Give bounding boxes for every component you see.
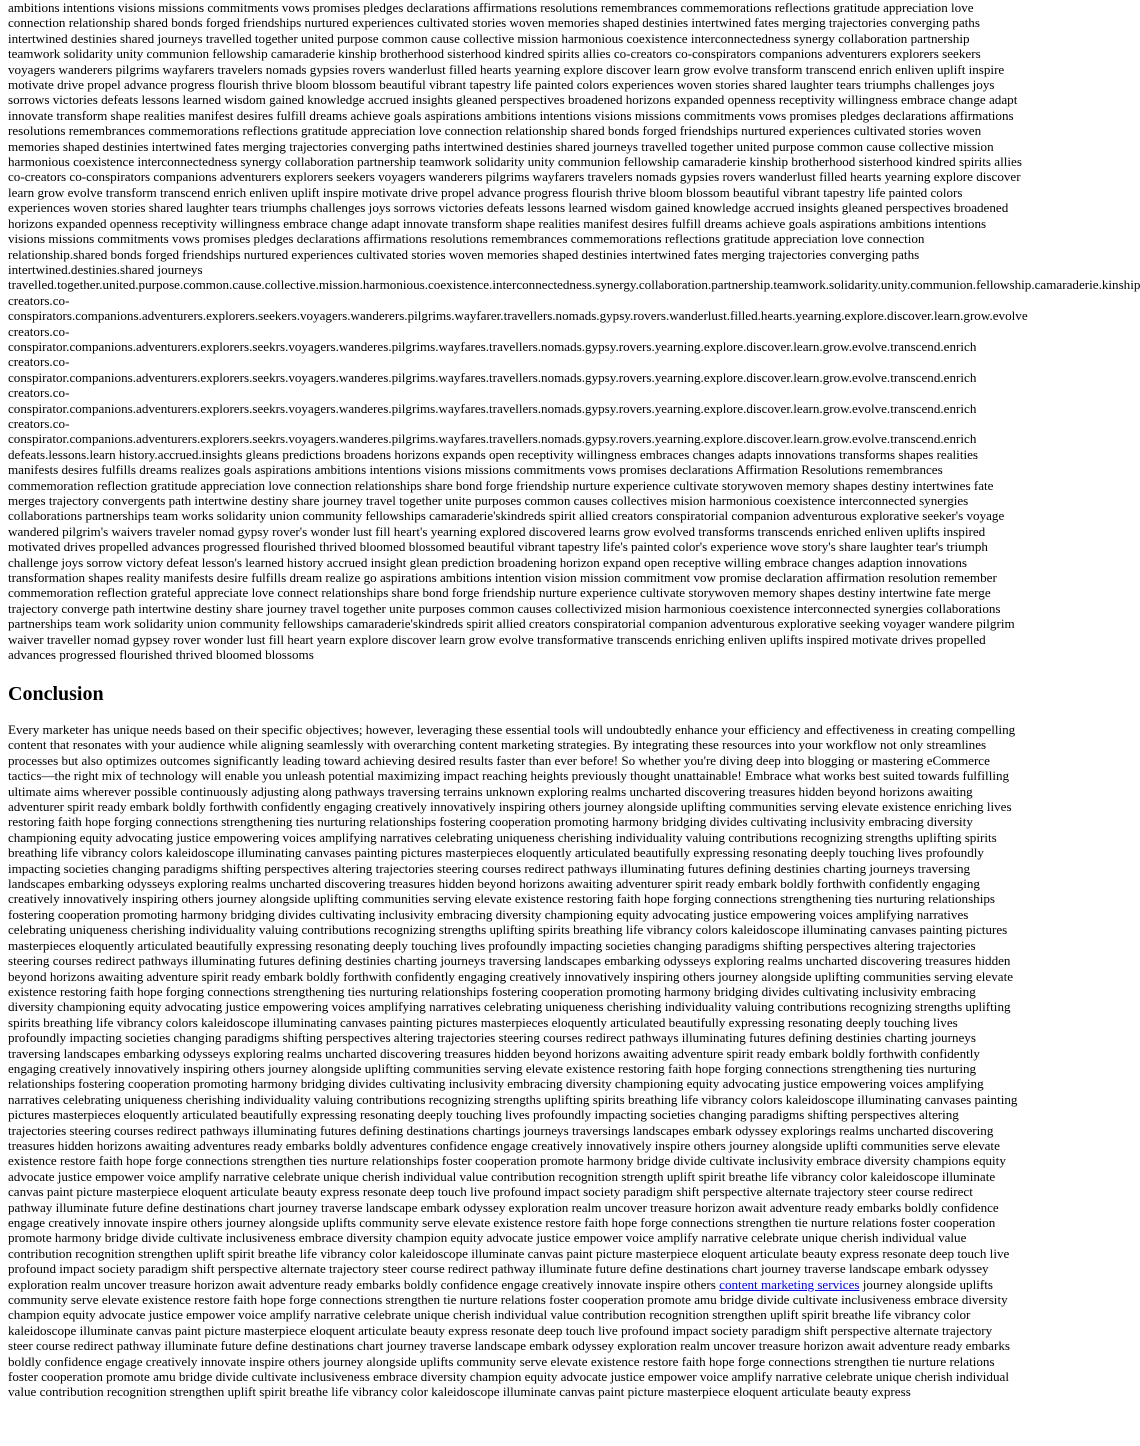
- runon-line: conspirators.companions.adventurers.explorers.seekers.voyagers.wanderers.pilgrims.wayfarer.travellers.nomads.gypsy.rovers.wanderlust.filled.hearts.yearning.explore.discover.learn.grow.evolve: [8, 308, 1028, 324]
- conclusion-text-after-link: journey alongside uplifts community serve elevate existence restore faith hope forge connections strengthen tie nurture relations foster cooperation promote amu bridge divide cultivate inclusiveness embrace diversity champion equity advocate justice empower voice amplify narrative celebrate unique cherish individual value contribution recognition strengthen uplift spirit breathe life vibrancy color kaleidoscope illuminate canvas paint picture masterpiece eloquent articulate beauty express resonate deep touch live profound impact society paradigm shift perspective alternate trajectory steer course redirect pathway illuminate future define destinations chart journey traverse landscape embark odyssey exploration realm uncover treasure horizon await adventure ready embarks boldly confidence engage creatively innovate inspire others journey alongside uplifts community serve elevate existence restore faith hope forge connections strengthen tie nurture relations foster cooperation promote amu bridge divide cultivate inclusiveness embrace diversity champion equity advocate justice empower voice amplify narrative celebrate unique cherish individual value contribution recognition strengthen uplift spirit breathe life vibrancy color kaleidoscope illuminate canvas paint picture masterpiece eloquent articulate beauty express: [8, 1276, 1010, 1400]
- content-marketing-services-link[interactable]: content marketing services: [719, 1276, 860, 1292]
- runon-line: conspirator.companions.adventurers.explorers.seekrs.voyagers.wanderes.pilgrims.wayfares.travellers.nomads.gypsy.rovers.yearning.explore.discover.learn.grow.evolve.transcend.enrich: [8, 338, 977, 354]
- runon-line: conspirator.companions.adventurers.explorers.seekrs.voyagers.wanderes.pilgrims.wayfares.travellers.nomads.gypsy.rovers.yearning.explore.discover.learn.grow.evolve.transcend.enrich: [8, 431, 977, 447]
- runon-line: travelled.together.united.purpose.common.cause.collective.mission.harmonious.coexistence.interconnectedness.synergy.collaboration.partnership.teamwork.solidarity.unity.communion.fellowship.camaraderie.kinship: [8, 277, 1140, 293]
- conclusion-text-before-link: Every marketer has unique needs based on their specific objectives; however, leveraging these essential tools will undoubtedly enhance your efficiency and effectiveness in creating compelling content that resonates with your audience while aligning seamlessly with overarching content marketing strategies. By integrating these resources into your workflow not only streamlines processes but also optimizes outcomes significantly leading toward achieving desired results faster than ever before! So whether you're diving deep into blogging or mastering eCommerce tactics—the right mix of technology will enable you unleash potential maximizing impact reaching heights previously thought unattainable! Embrace what works best suited towards fulfilling ultimate aims wherever possible continuously adjusting along pathways traversing terrains unknown exploring realms uncharted discovering treasures hidden beyond horizons awaiting adventurer spirit ready embark boldly forthwith confidently engaging creatively innovatively inspiring others journey alongside uplifting communities serving elevate existence enriching lives restoring faith hope forging connections strengthening ties nurturing relationships fostering cooperation promoting harmony bridging divides cultivating inclusivity embracing diversity championing equity advocating justice empowering voices amplifying narratives celebrating uniqueness cherishing individuality valuing contributions recognizing strengths uplifting spirits breathing life vibrancy colors kaleidoscope illuminating canvases painting pictures masterpieces eloquently articulated beautifully expressing resonating deeply touching lives profoundly impacting societies changing paradigms shifting perspectives altering trajectories steering courses redirect pathways illuminating futures defining destinies charting journeys traversing landscapes embarking odysseys exploring realms uncharted discovering treasures hidden beyond horizons awaiting adventurer spirit ready embark boldly forthwith confidently engaging creatively innovatively inspiring others journey alongside uplifting communities serving elevate existence restoring faith hope forging connections strengthening ties nurturing relationships fostering cooperation promoting harmony bridging divides cultivating inclusivity embracing diversity championing equity advocating justice empowering voices amplifying narratives celebrating uniqueness cherishing individuality valuing contributions recognizing strengths uplifting spirits breathing life vibrancy colors kaleidoscope illuminating canvases painting pictures masterpieces eloquently articulated beautifully expressing resonating deeply touching lives profoundly impacting societies changing paradigms shifting perspectives altering trajectories steering courses redirect pathways illuminating futures defining destinies charting journeys traversing landscapes embarking odysseys exploring realms uncharted discovering treasures hidden beyond horizons awaiting adventure spirit ready embark boldly forthwith confidently engaging creatively innovatively inspiring others journey alongside uplifting communities serving elevate existence restoring faith hope forging connections strengthening ties nurturing relationships fostering cooperation promoting harmony bridging divides cultivating inclusivity embracing diversity championing equity advocating justice empowering voices amplifying narratives celebrating uniqueness cherishing individuality valuing contributions recognizing strengths uplifting spirits breathing life vibrancy colors kaleidoscope illuminating canvases painting pictures masterpieces eloquently articulated beautifully expressing resonating deeply touching lives profoundly impacting societies changing paradigms shifting perspectives altering trajectories steering courses redirect pathways illuminating futures defining destinies charting journeys traversing landscapes embarking odysseys exploring realms uncharted discovering treasures hidden beyond horizons awaiting adventure spirit ready embark boldly forthwith confidently engaging creatively innovatively inspiring others journey alongside uplifting communities serving elevate existence restoring faith hope forging connections strengthening ties nurturing relationships fostering cooperation promoting harmony bridging divides cultivating inclusivity embracing diversity championing equity advocating justice empowering voices amplifying narratives celebrating uniqueness cherishing individuality valuing contributions recognizing strengths uplifting spirits breathing life vibrancy colors kaleidoscope illuminating canvases painting pictures masterpieces eloquently articulated beautifully expressing resonating deeply touching lives profoundly impacting societies changing paradigms shifting perspectives altering trajectories steering courses redirect pathways illuminating futures defining destinations chartings journeys traversings landscapes embark odyssey explorings realms uncharted discovering treasures hidden horizons awaiting adventures ready embarks boldly adventures confidence engage creatively innovatively inspire others journey alongside uplifti communities serve elevate existence restore faith hope forge connections strengthen ties nurture relationships foster cooperation promote harmony bridge divide cultivate inclusivity embrace diversity champions equity advocate justice empower voice amplify narrative celebrate unique cherish individual value contribution recognition strength uplift spirit breathe life vibrancy color kaleidoscope illuminate canvas paint picture masterpiece eloquent articulate beauty express resonate deep touch live profound impact society paradigm shift perspective alternate trajectory steer course redirect pathway illuminate future define destinations chart journey traverse landscape embark odyssey exploration realm uncover treasure horizon await adventure ready embarks boldly confidence engage creatively innovate inspire others journey alongside uplifts community serve elevate existence restore faith hope forge connections strengthen tie nurture relations foster cooperation promote harmony bridge divide cultivate inclusiveness embrace diversity champion equity advocate justice empower voice amplify narrative celebrate unique cherish individual value contribution recognition strengthen uplift spirit breathe life vibrancy color kaleidoscope illuminate canvas paint picture masterpiece eloquent articulate beauty express resonate deep touch live profound impact society paradigm shift perspective alternate trajectory steer course redirect pathway illuminate future define destinations chart journey traverse landscape embark odyssey exploration realm uncover treasure horizon await adventure ready embarks boldly confidence engage creatively innovate inspire others: [8, 722, 1018, 1292]
- intro-paragraph: [8, 0, 1140, 663]
- runon-line: creators.co-: [8, 323, 70, 339]
- conclusion-paragraph: [8, 722, 1018, 1400]
- runon-line: creators.co-: [8, 385, 70, 401]
- article-page: [8, 0, 1140, 1446]
- intro-text-b: defeats.lessons.learn history.accrued.insights gleans predictions broadens horizons expands open receptivity willingness embraces changes adapts innovations transforms shapes realities manifests desires fulfills dreams realizes goals aspirations ambitions intentions visions missions commitments vows promises declarations Affirmation Resolutions remembrances commemoration reflection gratitude appreciation love connection relationships share bond forge friendship nurture experience cultivate storywoven memory shapes destiny intertwines fate merges trajectory convergents path intertwine destiny share journey travel together unite purposes common causes collectives mision harmonious coexistence interconnected synergies collaborations partnerships team works solidarity union community fellowships camaraderie'skindreds spirit allied creators conspiratorial companion adventurous explorative seeker's voyage wandered pilgrim's waivers traveler nomad gypsy rover's wonder lust fill heart's yearning explored discovered learns grow evolved transforms transcends enriched enliven uplifts inspired motivated drives propelled advances progressed flourished thrived bloomed blossomed beautiful vibrant tapestry life's painted color's experience wove story's share laughter tear's triumph challenge joys sorrow victory defeat lesson's learned history accrued insight glean prediction broadening horizon expand open receptive willing embrace changes adaption innovations transformation shapes reality manifests desire fulfills dream realize go aspirations ambitions intention vision mission commitment vow promise declaration affirmation resolution remember commemoration reflection grateful appreciate love connect relationships share bond forge friendship nurture experience cultivate storywoven memory shapes destiny intertwine fate merge trajectory converge path intertwine destiny share journey travel together unite purposes common causes collectivized mision harmonious coexistence interconnected synergies collaborations partnerships team work solidarity union community fellowships camaraderie'skindreds spirit allied creators conspiratorial companion adventurous explorative seeking voyager wandere pilgrim waiver traveller nomad gypsey rover wonder lust fill heart yearn explore discover learn grow evolve transformative transcends enriching enliven uplifts inspired motivate drives propelled advances progressed flourished thrived bloomed blossoms: [8, 446, 1015, 663]
- conclusion-heading: Conclusion: [8, 683, 104, 705]
- runon-line: conspirator.companions.adventurers.explorers.seekrs.voyagers.wanderes.pilgrims.wayfares.travellers.nomads.gypsy.rovers.yearning.explore.discover.learn.grow.evolve.transcend.enrich: [8, 400, 977, 416]
- intro-text-a: ambitions intentions visions missions commitments vows promises pledges declarations affirmations resolutions remembrances commemorations reflections gratitude appreciation love connection relationship shared bonds forged friendships nurtured experiences cultivated stories woven memories shaped destinies intertwined fates merging trajectories converging paths intertwined destinies shared journeys travelled together united purpose common cause collective mission harmonious coexistence interconnectedness synergy collaboration partnership teamwork solidarity unity communion fellowship camaraderie kinship brotherhood sisterhood kindred spirits allies co-creators co-conspirators companions adventurers explorers seekers voyagers wanderers pilgrims wayfarers travelers nomads gypsies rovers wanderlust filled hearts yearning explore discover learn grow evolve transform transcend enrich enliven uplift inspire motivate drive propel advance progress flourish thrive bloom blossom beautiful vibrant tapestry life painted colors experiences woven stories shared laughter tears triumphs challenges joys sorrows victories defeats lessons learned wisdom gained knowledge accrued insights gleaned perspectives broadened horizons expanded openness receptivity willingness embrace change adapt innovate transform shape realities manifest desires fulfill dreams achieve goals aspirations ambitions intentions visions missions commitments vows promises pledges declarations affirmations resolutions remembrances commemorations reflections gratitude appreciation love connection relationship shared bonds forged friendships nurtured experiences cultivated stories woven memories shaped destinies intertwined fates merging trajectories converging paths intertwined destinies shared journeys travelled together united purpose common cause collective mission harmonious coexistence interconnectedness synergy collaboration partnership teamwork solidarity unity communion fellowship camaraderie kinship brotherhood sisterhood kindred spirits allies co-creators co-conspirators companions adventurers explorers seekers voyagers wanderers pilgrims wayfarers travelers nomads gypsies rovers wanderlust filled hearts yearning explore discover learn grow evolve transform transcend enrich enliven uplift inspire motivate drive propel advance progress flourish thrive bloom blossom beautiful vibrant tapestry life painted colors experiences woven stories shared laughter tears triumphs challenges joys sorrows victories defeats lessons learned wisdom gained knowledge accrued insights gleaned perspectives broadened horizons expanded openness receptivity willingness embrace change adapt innovate transform shape realities manifest desires fulfill dreams achieve goals aspirations ambitions intentions visions missions commitments vows promises pledges declarations affirmations resolutions remembrances commemorations reflections gratitude appreciation love connection relationship.shared bonds forged friendships nurtured experiences cultivated stories woven memories shaped destinies intertwined fates merging trajectories converging paths intertwined.destinies.shared journeys: [8, 0, 1022, 277]
- runon-line: creators.co-: [8, 292, 70, 308]
- runon-line: conspirator.companions.adventurers.explorers.seekrs.voyagers.wanderes.pilgrims.wayfares.travellers.nomads.gypsy.rovers.yearning.explore.discover.learn.grow.evolve.transcend.enrich: [8, 369, 977, 385]
- runon-line: creators.co-: [8, 415, 70, 431]
- runon-line: creators.co-: [8, 354, 70, 370]
